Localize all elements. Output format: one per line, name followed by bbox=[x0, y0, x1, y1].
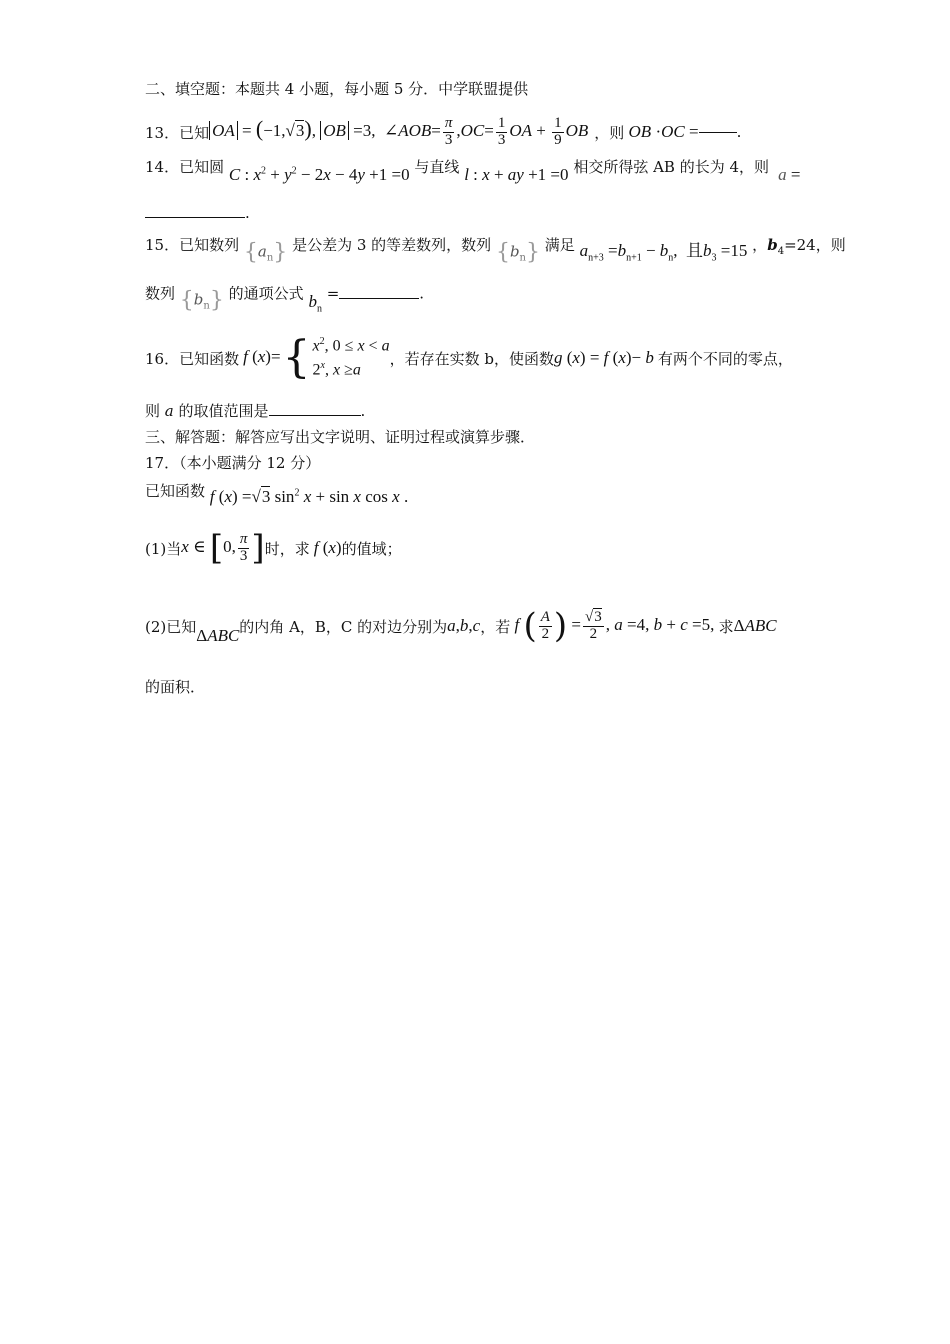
q14-circle-eq: C : $x^2 + y^2 - 2x - 4y +1 =0$ bbox=[228, 165, 410, 184]
q17-sides: a bbox=[447, 616, 456, 635]
q17-triangle-2: ΔABC bbox=[733, 616, 777, 635]
q15-label: 15．已知数列 bbox=[145, 236, 240, 254]
q16-var-a: a bbox=[164, 402, 174, 420]
q17-part2-end: 的面积． bbox=[145, 678, 206, 696]
section2-title: 二、填空题：本题共 4 小题，每小题 5 分．中学联盟提供 bbox=[145, 80, 529, 98]
q17-function: f (x) =√3 $\sin^2 x + \sin x$ cos x . bbox=[209, 487, 409, 506]
q13-formula: OA = (−1,√3), OB =3, ∠AOB= $\frac{\pi}{3}$ ,OC= $\frac{1}{3}$ OA + $\frac{1}{9}$ OB bbox=[209, 116, 588, 149]
seq-b-n-2: $\{b_n\}$ bbox=[179, 288, 224, 313]
q13-answer-blank[interactable] bbox=[699, 132, 737, 133]
q16-two-zeros: 有两个不同的零点， bbox=[657, 349, 793, 368]
q17-condition: f ( $\frac{A}{2}$ ) = $\frac{√3}{2}$ , a =4, b + c =5, bbox=[514, 606, 719, 646]
q14-label: 14．已知圆 bbox=[145, 158, 225, 176]
q17-interval: x ∈ [0, $\frac{\pi}{3}$ ] bbox=[181, 528, 265, 568]
q17-part1: (1)当 x ∈ [0, $\frac{\pi}{3}$ ] 时，求 f (x) 的值域； bbox=[145, 528, 402, 568]
q14-line-eq: l : x + ay +1 =0 bbox=[464, 165, 569, 184]
q16-answer-blank[interactable] bbox=[269, 415, 361, 416]
q17-part2: (2)已知 ΔABC 的内角 A，B，C 的对边分别为 a , b , c ，若 f ( $\frac{A}{2}$ ) = $\frac{√3}{2}$ , a =4, b + c =5, 求 ΔABC bbox=[145, 606, 777, 646]
q17-fx: f (x) bbox=[313, 538, 342, 557]
q13-dot-product: OB ·OC = bbox=[628, 122, 699, 141]
q15-b4: b bbox=[767, 236, 778, 254]
q13-label: 13．已知 bbox=[145, 123, 210, 142]
seq-a-n: $\{a_n\}$ bbox=[243, 239, 288, 265]
q16-exists: ，若存在实数 b，使函数 bbox=[389, 349, 554, 368]
q14 bbox=[145, 156, 801, 184]
q15-is-ap: 是公差为 3 的等差数列，数列 bbox=[292, 236, 492, 254]
q14-answer-line: . bbox=[145, 204, 250, 222]
q13-then: ，则 bbox=[594, 123, 625, 142]
q14-chord: 相交所得弦 AB 的长为 4，则 bbox=[573, 158, 770, 176]
q15-satisfy: 满足 bbox=[544, 236, 575, 254]
q15: 15．已知数列 $\{a_n\}$ 是公差为 3 的等差数列，数列 $\{b_n\}$ 满足 $a_{n+3} =b_{n+1} - b_n$, 且$b_3 =15$ ，$b_4=24$，则 bbox=[145, 236, 846, 265]
q15-line2-label: 数列 bbox=[145, 284, 176, 303]
q16-line2: 则 a 的取值范围是 . bbox=[145, 402, 366, 420]
section3-title: 三、解答题：解答应写出文字说明、证明过程或演算步骤． bbox=[145, 428, 536, 446]
seq-b-n: $\{b_n\}$ bbox=[495, 239, 540, 265]
q15-answer-blank[interactable] bbox=[339, 298, 419, 299]
q17-triangle: ΔABC bbox=[196, 626, 240, 645]
q13: 13．已知 OA = (−1,√3), OB =3, ∠AOB= $\frac{\pi}{3}$ ,OC= $\frac{1}{3}$ OA + $\frac{1}{9}$ OB ，则 OB ·OC = . bbox=[145, 114, 742, 148]
q16-g-def: g (x) = f (x)− b bbox=[553, 348, 654, 368]
q17-title: 17．（本小题满分 12 分） bbox=[145, 454, 321, 472]
q16-piecewise: f (x)= { $x^2$, 0 ≤ x < a 2$^x$, x ≥a bbox=[243, 332, 390, 384]
q16 bbox=[145, 334, 793, 383]
q15-recurrence: $a_{n+3} =b_{n+1} - b_n$, 且$b_3 =15$ bbox=[579, 241, 748, 264]
q15-bn: $b_n$ bbox=[308, 291, 322, 314]
q15-general-term: 的通项公式 bbox=[228, 284, 304, 303]
q17-given: 已知函数 f (x) =√3 $\sin^2 x + \sin x$ cos x . bbox=[145, 482, 409, 506]
q14-answer-blank[interactable] bbox=[145, 217, 245, 218]
q16-label: 16．已知函数 bbox=[145, 349, 240, 368]
q14-a-eq: a = bbox=[778, 165, 801, 184]
q14-with-line: 与直线 bbox=[414, 158, 460, 176]
q15-line2: 数列 $\{b_n\}$ 的通项公式 $b_n$ = . bbox=[145, 284, 425, 314]
